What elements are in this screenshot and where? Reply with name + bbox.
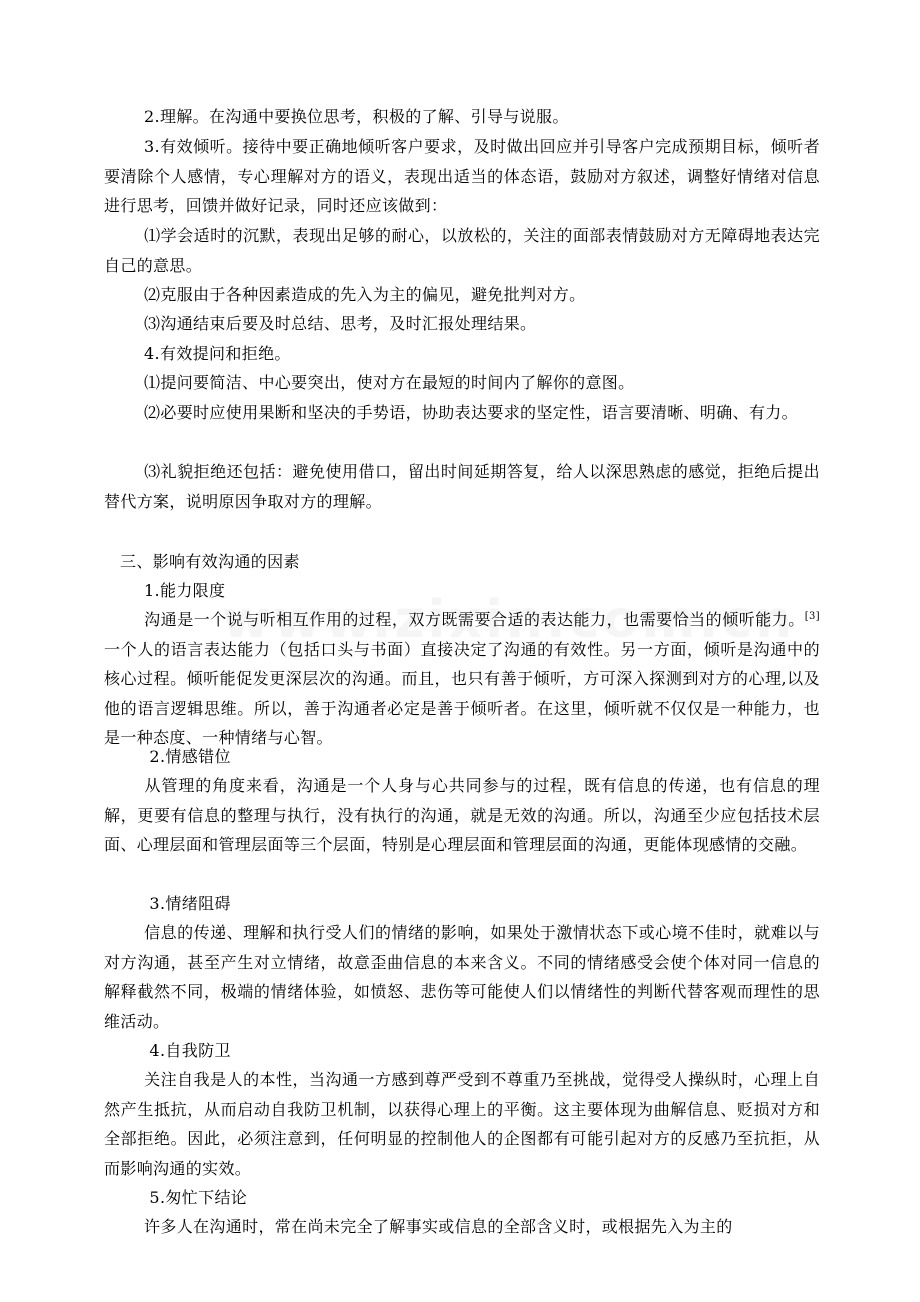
- subheading-self-defense: 4.自我防卫: [144, 1041, 231, 1060]
- list-item-questioning-1: ⑴提问要简洁、中心要突出，使对方在最短的时间内了解你的意图。: [144, 373, 635, 392]
- paragraph-questioning-heading: 4.有效提问和拒绝。: [144, 344, 291, 363]
- paragraph-understanding: 2.理解。在沟通中要换位思考，积极的了解、引导与说服。: [144, 107, 569, 126]
- list-item-questioning-2: ⑵必要时应使用果断和坚决的手势语，协助表达要求的坚定性，语言要清晰、明确、有力。: [144, 403, 799, 422]
- subheading-ability-limit: 1.能力限度: [144, 581, 226, 600]
- paragraph-emotional-misalignment: 从管理的角度来看，沟通是一个人身与心共同参与的过程，既有信息的传递，也有信息的理解，更要有信息的整理与执行，没有执行的沟通，就是无效的沟通。所以，沟通至少应包括技术层面、心理层面和管理层面等三个层面，特别是心理层面和管理层面的沟通，更能体现感情的交融。: [104, 776, 820, 855]
- subheading-hasty-conclusion: 5.匆忙下结论: [144, 1188, 248, 1207]
- list-item-listening-2: ⑵克服由于各种因素造成的先入为主的偏见，避免批判对方。: [144, 285, 586, 304]
- paragraph-hasty-conclusion: 许多人在沟通时，常在尚未完全了解事实或信息的全部含义时，或根据先入为主的: [144, 1217, 733, 1236]
- paragraph-effective-listening: 3.有效倾听。接待中要正确地倾听客户要求，及时做出回应并引导客户完成预期目标，倾听者要清除个人感情，专心理解对方的语义，表现出适当的体态语，鼓励对方叙述，调整好情绪对信息进行思考，回馈并做好记录，同时还应该做到：: [104, 137, 820, 216]
- subheading-emotional-barrier: 3.情绪阻碍: [144, 894, 231, 913]
- list-item-listening-3: ⑶沟通结束后要及时总结、思考，及时汇报处理结果。: [144, 314, 537, 333]
- paragraph-emotional-barrier: 信息的传递、理解和执行受人们的情绪的影响，如果处于激情状态下或心境不佳时，就难以与对方沟通，甚至产生对立情绪，故意歪曲信息的本来含义。不同的情绪感受会使个体对同一信息的解释截然不同，极端的情绪体验，如愤怒、悲伤等可能使人们以情绪性的判断代替客观而理性的思维活动。: [104, 923, 820, 1031]
- subheading-emotional-misalignment: 2.情感错位: [144, 747, 231, 766]
- list-item-listening-1: ⑴学会适时的沉默，表现出足够的耐心，以放松的，关注的面部表情鼓励对方无障碍地表达完自己的意思。: [104, 226, 820, 275]
- paragraph-ability-limit: 沟通是一个说与听相互作用的过程，双方既需要合适的表达能力，也需要恰当的倾听能力。[3]一个人的语言表达能力（包括口头与书面）直接决定了沟通的有效性。另一方面，倾听是沟通中的核心过程。倾听能促发更深层次的沟通。而且，也只有善于倾听，方可深入探测到对方的心理,以及他的语言逻辑思维。所以，善于沟通者必定是善于倾听者。在这里，倾听就不仅仅是一种能力，也是一种态度、一种情绪与心智。: [104, 610, 820, 748]
- paragraph-self-defense: 关注自我是人的本性，当沟通一方感到尊严受到不尊重乃至挑战，觉得受人操纵时，心理上自然产生抵抗，从而启动自我防卫机制，以获得心理上的平衡。这主要体现为曲解信息、贬损对方和全部拒绝。因此，必须注意到，任何明显的控制他人的企图都有可能引起对方的反感乃至抗拒，从而影响沟通的实效。: [104, 1070, 820, 1178]
- section-heading-factors: 三、影响有效沟通的因素: [120, 552, 300, 571]
- citation-marker: [3]: [804, 611, 820, 622]
- list-item-questioning-3: ⑶礼貌拒绝还包括：避免使用借口，留出时间延期答复，给人以深思熟虑的感觉，拒绝后提出替代方案，说明原因争取对方的理解。: [104, 462, 820, 511]
